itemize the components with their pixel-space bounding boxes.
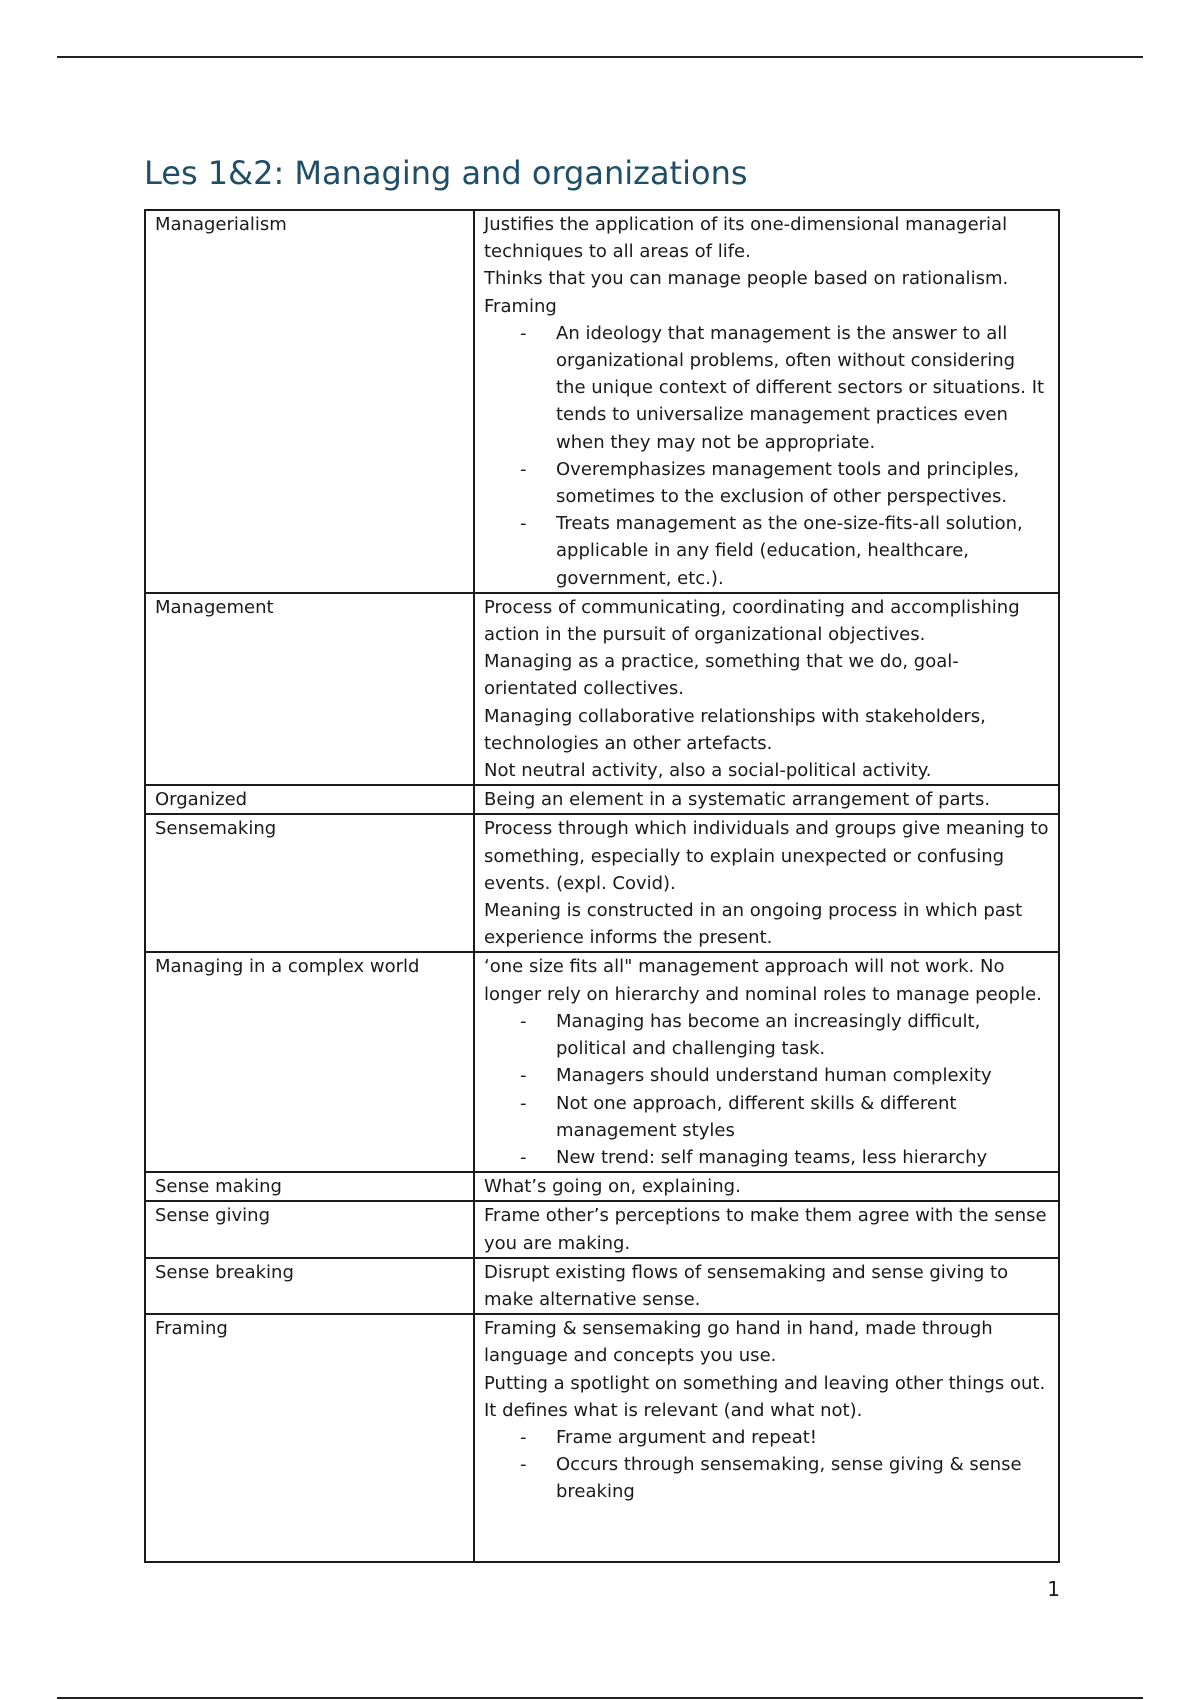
page-title: Les 1&2: Managing and organizations xyxy=(144,154,748,192)
bullet-item: - Not one approach, different skills & different management styles xyxy=(556,1090,1050,1144)
bullet-item: - Occurs through sensemaking, sense giving & sense breaking xyxy=(556,1451,1050,1505)
bullet-item: - Frame argument and repeat! xyxy=(556,1424,1050,1451)
term-cell xyxy=(145,1258,474,1314)
definition-cell xyxy=(474,814,1059,952)
definition-line: ‘one size fits all" management approach will not work. No longer rely on hierarchy and nominal roles to manage people. xyxy=(484,956,1042,1005)
definition-line: Process through which individuals and groups give meaning to something, especially to explain unexpected or confusing events. (expl. Covid). xyxy=(484,818,1049,894)
bullet-list xyxy=(484,1424,1050,1506)
term-label: Managing in a complex world xyxy=(155,956,420,978)
definition-line: Justifies the application of its one-dimensional managerial techniques to all areas of life. xyxy=(484,214,1008,263)
definition-cell xyxy=(474,1258,1059,1314)
term-label: Sensemaking xyxy=(155,818,277,840)
definition-line: Disrupt existing flows of sensemaking and sense giving to make alternative sense. xyxy=(484,1261,1009,1310)
definition-line: Putting a spotlight on something and leaving other things out. It defines what is relevant (and what not). xyxy=(484,1372,1046,1421)
definition-cell xyxy=(474,210,1059,593)
term-label: Framing xyxy=(155,1318,228,1340)
definition-cell xyxy=(474,952,1059,1172)
bullet-item: - An ideology that management is the answer to all organizational problems, often without considering the unique context of different sectors or situations. It tends to universalize management practices even when they may not be appropriate. xyxy=(556,320,1050,456)
table-row xyxy=(145,785,1059,814)
terms-table xyxy=(144,209,1060,1563)
term-cell xyxy=(145,952,474,1172)
term-label: Management xyxy=(155,596,274,618)
term-label: Managerialism xyxy=(155,214,287,235)
definition-line: Not neutral activity, also a social-political activity. xyxy=(484,760,932,782)
bullet-list xyxy=(484,1008,1050,1171)
table-row xyxy=(145,210,1059,593)
table-row xyxy=(145,952,1059,1172)
bullet-item: - Managers should understand human complexity xyxy=(556,1062,1050,1089)
bullet-item: - New trend: self managing teams, less hierarchy xyxy=(556,1144,1050,1171)
definition-line: Meaning is constructed in an ongoing process in which past experience informs the present. xyxy=(484,900,1023,949)
definition-line: Framing xyxy=(484,295,557,317)
table-row xyxy=(145,593,1059,785)
term-cell xyxy=(145,814,474,952)
definition-line: Being an element in a systematic arrangement of parts. xyxy=(484,789,991,811)
term-label: Sense making xyxy=(155,1176,282,1198)
term-cell xyxy=(145,1314,474,1562)
term-cell xyxy=(145,1201,474,1257)
table-row xyxy=(145,1314,1059,1562)
term-label: Sense breaking xyxy=(155,1261,294,1283)
page-number: 1 xyxy=(1047,1577,1060,1601)
term-label: Sense giving xyxy=(155,1205,270,1227)
term-cell xyxy=(145,210,474,593)
definition-cell xyxy=(474,785,1059,814)
bullet-item: - Treats management as the one-size-fits-all solution, applicable in any field (education, healthcare, government, etc.). xyxy=(556,510,1050,592)
table-row xyxy=(145,814,1059,952)
table-row xyxy=(145,1201,1059,1257)
term-cell xyxy=(145,1172,474,1201)
definition-line: Managing as a practice, something that we do, goal-orientated collectives. xyxy=(484,651,959,700)
bullet-item: - Managing has become an increasingly difficult, political and challenging task. xyxy=(556,1008,1050,1062)
definition-line: Frame other’s perceptions to make them agree with the sense you are making. xyxy=(484,1205,1047,1254)
definition-line: Framing & sensemaking go hand in hand, made through language and concepts you use. xyxy=(484,1318,993,1367)
table-row xyxy=(145,1258,1059,1314)
bullet-list xyxy=(484,320,1050,592)
definition-line: What’s going on, explaining. xyxy=(484,1176,741,1198)
header-rule xyxy=(57,56,1143,58)
term-label: Organized xyxy=(155,789,248,811)
definition-line: Thinks that you can manage people based on rationalism. xyxy=(484,268,1009,290)
term-cell xyxy=(145,785,474,814)
bullet-item: - Overemphasizes management tools and principles, sometimes to the exclusion of other perspectives. xyxy=(556,456,1050,510)
definition-cell xyxy=(474,1172,1059,1201)
footer-rule xyxy=(57,1697,1143,1699)
definition-cell xyxy=(474,1314,1059,1562)
definition-cell xyxy=(474,593,1059,785)
definition-line: Process of communicating, coordinating and accomplishing action in the pursuit of organizational objectives. xyxy=(484,596,1020,646)
definition-cell xyxy=(474,1201,1059,1257)
table-row xyxy=(145,1172,1059,1201)
definition-line: Managing collaborative relationships with stakeholders, technologies an other artefacts. xyxy=(484,705,986,754)
term-cell xyxy=(145,593,474,785)
